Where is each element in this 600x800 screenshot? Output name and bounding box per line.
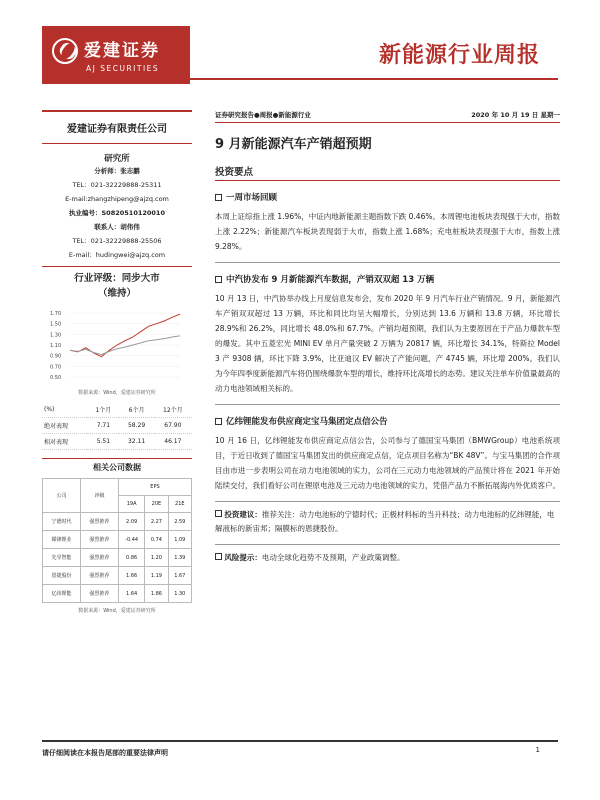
comp-cell: 1.39 (168, 549, 191, 567)
main-content (215, 110, 560, 565)
perf-cell: 58.29 (119, 418, 153, 434)
perf-cell: 相对表现 (42, 434, 87, 450)
rating-line2: （维持） (97, 288, 136, 299)
y-tick-label: 1.10 (50, 343, 62, 349)
comp-cell: 1.66 (118, 567, 144, 585)
table-row (43, 531, 192, 549)
comp-year-cell: 21E (168, 496, 191, 513)
comp-cell: 宁德时代 (43, 513, 81, 531)
comp-cell: 先导智能 (43, 549, 81, 567)
table-row (42, 418, 192, 434)
report-type-title: 新能源行业周报 (378, 43, 540, 68)
table-row (43, 513, 192, 531)
company-table (42, 478, 192, 603)
section-paragraph: 本周上证综指上涨 1.96%，中证内地新能源主题指数下跌 0.46%。本周锂电池板块表现强于大市，指数上涨 2.22%；新能源汽车板块表现弱于大市，指数上涨 1.68%；充电桩板块表现强于大市，指数上涨 9.28%。 (215, 212, 560, 251)
company-logo (42, 26, 190, 84)
chart-source: 数据来源：Wind，爱建证券研究所 (78, 390, 156, 396)
analyst-email: E-mail:zhangzhipeng@ajzq.com (65, 195, 169, 203)
section-divider (215, 262, 560, 263)
checkbox-square-icon (215, 194, 222, 201)
y-tick-label: 0.70 (50, 364, 62, 371)
invest-text: 推荐关注：动力电池标的宁德时代；正极材料标的当升科技；动力电池标的亿纬锂能，电解液标的新宙邦；隔膜标的恩捷股份。 (215, 510, 555, 533)
comp-cell: 1.86 (145, 585, 168, 603)
comp-year-cell: 20E (145, 496, 168, 513)
sidebar (42, 110, 192, 670)
comp-cell: 0.86 (118, 549, 144, 567)
comp-header-row (43, 479, 192, 496)
analyst-info (42, 164, 192, 262)
y-tick-label: 0.90 (50, 353, 62, 360)
comp-header-cell: 公司 (43, 479, 81, 513)
section-paragraph: 10 月 16 日，亿纬锂能发布供应商定点信公告，公司参与了德国宝马集团（BMWGroup）电池系统项目，于近日收到了德国宝马集团发出的供应商定点信，定点项目名称为“BK 48V”。与宝马集团的合作项目由市进一步表明公司在动力电池领域的实力，公司在三元动力电池领域的产品预计将在 2021 年开始陆续交付，我们看好公司在锂原电池及三元动力电池领域的实力，凭借产品力不断拓展海内外优质客户。 (215, 436, 560, 490)
legal-disclaimer: 请仔细阅读在本报告尾部的重要法律声明 (42, 749, 168, 757)
perf-cell: 46.17 (154, 434, 192, 450)
section-paragraph: 10 月 13 日，中汽协举办线上月度信息发布会，发布 2020 年 9 月汽车行业产销情况。9 月，新能源汽车产销双双超过 13 万辆，环比和同比均呈大幅增长，分别达到 13.6 万辆和 13.8 万辆，环比增长 28.9%和 26.2%，同比增长 48.0%和 67.7%。产销均超预期，我们认为主要原因在于产品力爆款车型的爆发。其中五菱宏光 MINI EV 单月产量突破 2 万辆为 20817 辆，环比增长 34.1%，特斯拉 Model 3 产 9308 辆，环比下降 3.9%，比亚迪汉 EV 解决了产能问题，产 4745 辆，环比增 200%。我们认为今年四季度新能源汽车将仍围绕爆款车型的增长，维持环比高增长的态势。建议关注单车价值量最高的动力电池领域相关标的。 (215, 294, 560, 393)
related-companies-title: 相关公司数据 (42, 458, 192, 476)
contact-tel: TEL：021-32229888-25506 (72, 237, 162, 245)
comp-cell: 强烈推荐 (80, 585, 118, 603)
section-eve-bmw (215, 415, 560, 427)
perf-cell: 5.51 (87, 434, 119, 450)
perf-header-cell: 12个月 (154, 402, 192, 418)
firm-name: 爱建证券有限责任公司 (42, 110, 192, 144)
checkbox-square-icon (215, 276, 222, 283)
comp-cell: -0.44 (118, 531, 144, 549)
section-heading: 一周市场回顾 (226, 193, 278, 203)
table-row (43, 549, 192, 567)
table-row (43, 567, 192, 585)
analyst-tel: TEL：021-32229888-25311 (72, 181, 162, 189)
analyst-name: 分析师：张志鹏 (94, 167, 140, 175)
comp-cell: 1.09 (168, 531, 191, 549)
section-heading: 亿纬锂能发布供应商定宝马集团定点信公告 (226, 417, 388, 427)
comp-cell: 强烈推荐 (80, 567, 118, 585)
y-tick-label: 1.30 (50, 332, 62, 339)
comp-cell: 亿纬锂能 (43, 585, 81, 603)
comp-cell: 0.74 (145, 531, 168, 549)
logo-emblem-icon (52, 38, 78, 64)
logo-cn: 爱建证券 (84, 41, 160, 61)
perf-cell: 67.90 (154, 418, 192, 434)
report-date: 2020 年 10 月 19 日 星期一 (471, 111, 560, 119)
y-tick-label: 0.50 (50, 375, 62, 381)
performance-table (42, 402, 192, 450)
contact-email: E-mail：hudingwei@ajzq.com (68, 251, 166, 259)
institute-label: 研究所 (104, 154, 130, 164)
section-divider (215, 544, 560, 545)
license-number: 执业编号：S0820510120010 (69, 209, 165, 217)
comp-cell: 强烈推荐 (80, 549, 118, 567)
y-tick-label: 1.50 (50, 321, 62, 328)
breadcrumb-left: 证券研究报告●周报●新能源行业 (215, 111, 311, 119)
industry-rating (42, 266, 192, 301)
section-divider (215, 501, 560, 502)
risk-text: 电动全球化趋势不及预期，产业政策调整。 (261, 553, 405, 562)
y-tick-label: 1.70 (50, 311, 62, 317)
index-chart-svg (48, 307, 186, 387)
checkbox-square-icon (215, 418, 222, 425)
comp-cell: 1.30 (168, 585, 191, 603)
perf-header-row (42, 402, 192, 418)
section-caam-data (215, 273, 560, 285)
risk-warning (215, 551, 560, 565)
highlights-heading: 投资要点 (215, 164, 560, 181)
logo-en: AJ SECURITIES (86, 64, 160, 73)
investment-advice (215, 508, 560, 536)
page-title: 9 月新能源汽车产销超预期 (215, 137, 372, 152)
perf-header-cell: 1个月 (87, 402, 119, 418)
series-line (70, 314, 180, 357)
perf-header-cell: (%) (42, 402, 87, 418)
comp-header-cell: EPS (118, 479, 191, 496)
comp-cell: 1.19 (145, 567, 168, 585)
perf-cell: 绝对表现 (42, 418, 87, 434)
footer-divider (42, 740, 558, 742)
comp-cell: 1.20 (145, 549, 168, 567)
comp-cell: 强烈推荐 (80, 513, 118, 531)
rating-line1: 行业评级：同步大市 (74, 273, 160, 284)
header-divider (190, 78, 558, 80)
perf-cell: 7.71 (87, 418, 119, 434)
table-row (42, 434, 192, 450)
comp-cell: 赣锋锂业 (43, 531, 81, 549)
checkbox-square-icon (215, 510, 222, 517)
company-table-source: 数据来源：Wind，爱建证券研究所 (78, 608, 156, 614)
comp-cell: 2.59 (168, 513, 191, 531)
comp-cell: 2.27 (145, 513, 168, 531)
comp-header-cell: 评级 (80, 479, 118, 513)
comp-cell: 2.09 (118, 513, 144, 531)
comp-cell: 1.67 (168, 567, 191, 585)
perf-header-cell: 6个月 (119, 402, 153, 418)
comp-cell: 强烈推荐 (80, 531, 118, 549)
checkbox-square-icon (215, 553, 222, 560)
perf-cell: 32.11 (119, 434, 153, 450)
page-number: 1 (535, 746, 540, 754)
risk-label: 风险提示： (224, 553, 262, 562)
section-heading: 中汽协发布 9 月新能源汽车数据，产销双双超 13 万辆 (226, 275, 435, 285)
section-market-review (215, 191, 560, 203)
comp-cell: 1.64 (118, 585, 144, 603)
index-chart (48, 307, 186, 387)
table-row (43, 585, 192, 603)
section-divider (215, 404, 560, 405)
contact-name: 联系人：胡伟伟 (94, 223, 140, 231)
breadcrumb (215, 110, 560, 123)
comp-year-cell: 19A (118, 496, 144, 513)
comp-cell: 恩捷股份 (43, 567, 81, 585)
invest-label: 投资建议： (224, 510, 262, 519)
